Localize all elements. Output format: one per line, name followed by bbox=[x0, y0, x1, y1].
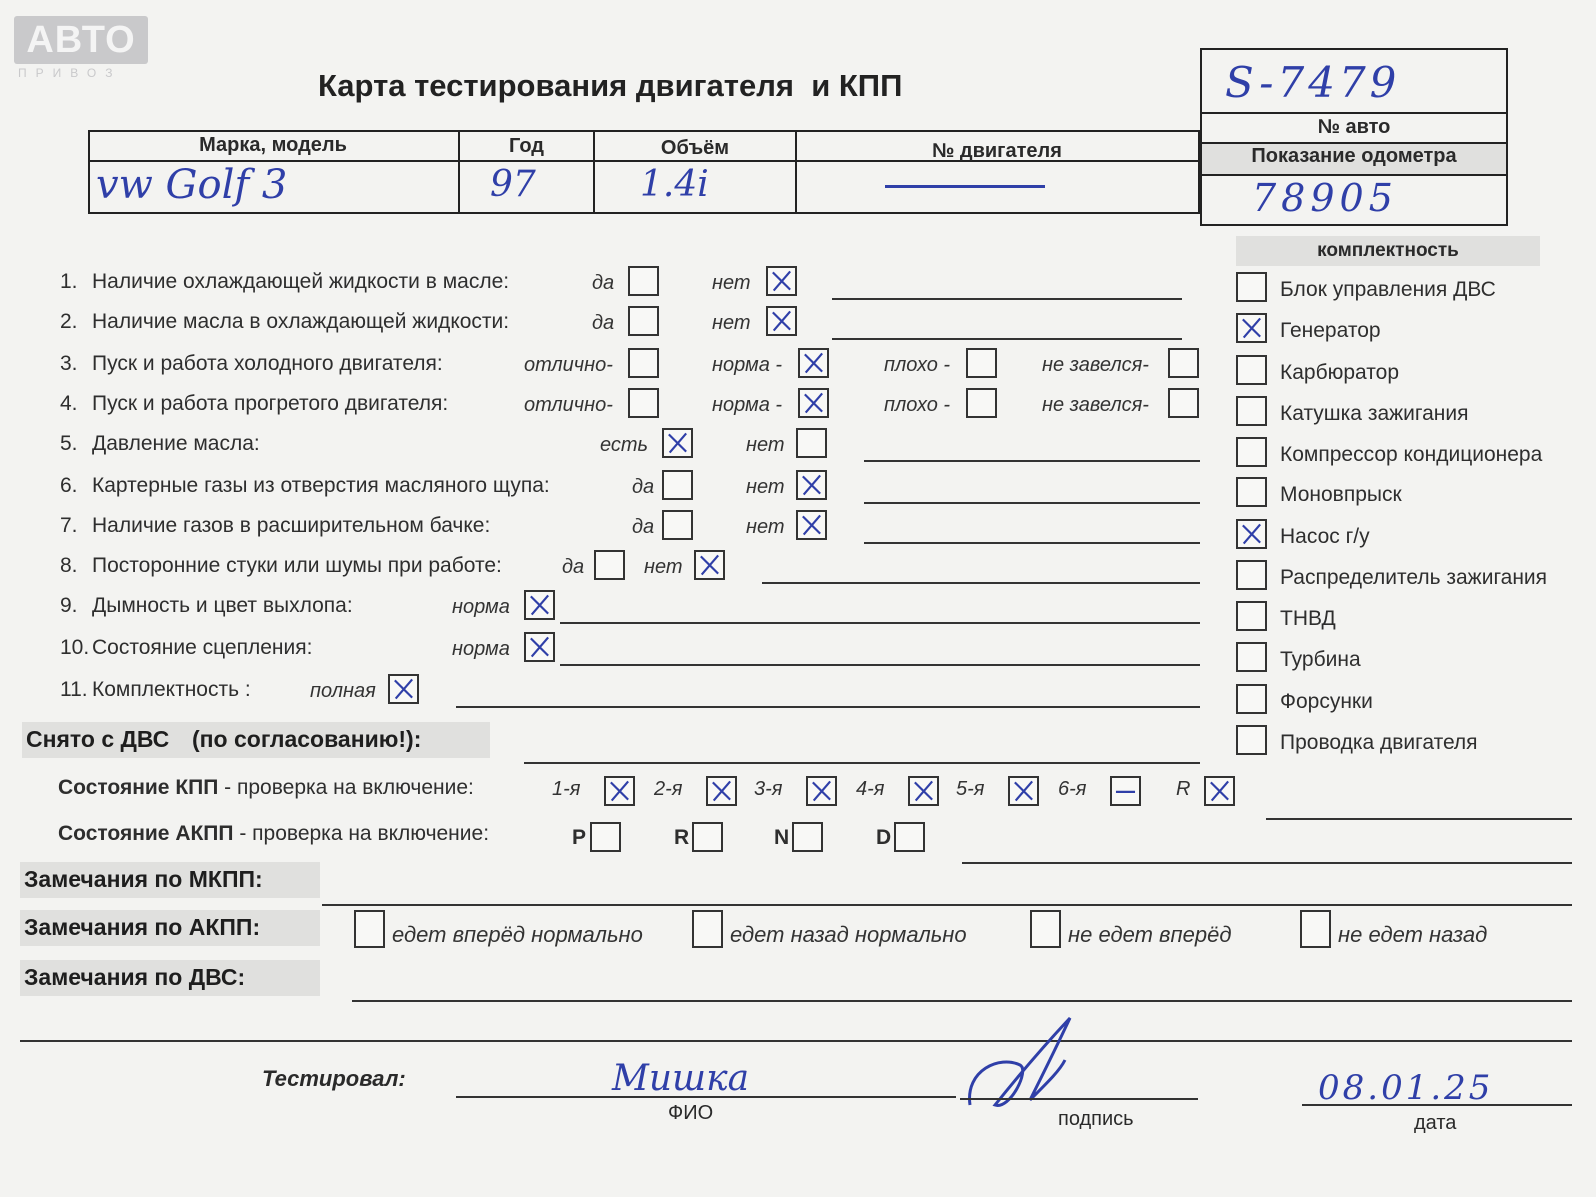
col-engine-header: № двигателя bbox=[932, 140, 1062, 162]
mode-checkbox[interactable] bbox=[590, 822, 621, 852]
option-label: норма - bbox=[712, 354, 783, 376]
option-checkbox[interactable] bbox=[966, 388, 997, 418]
option-checkbox[interactable] bbox=[694, 550, 725, 580]
gear-label: 2-я bbox=[654, 778, 683, 800]
gear-label: 3-я bbox=[754, 778, 783, 800]
gear-label: 4-я bbox=[856, 778, 885, 800]
option-label: да bbox=[562, 556, 585, 578]
gear-checkbox[interactable] bbox=[1110, 776, 1141, 806]
completeness-checkbox[interactable] bbox=[1236, 396, 1267, 426]
akpp-option-label: едет вперёд нормально bbox=[392, 922, 643, 947]
completeness-item-label: Распределитель зажигания bbox=[1280, 566, 1548, 589]
gear-checkbox[interactable] bbox=[1204, 776, 1235, 806]
option-label: нет bbox=[746, 476, 785, 498]
option-label: плохо - bbox=[884, 394, 951, 416]
item-label: Пуск и работа холодного двигателя: bbox=[92, 352, 443, 375]
removed-line[interactable] bbox=[524, 762, 1200, 764]
item-label: Картерные газы из отверстия масляного щупа: bbox=[92, 474, 550, 497]
remarks-akpp-label: Замечания по АКПП: bbox=[24, 914, 261, 940]
akpp-option-label: не едет вперёд bbox=[1068, 922, 1232, 947]
item-number: 8. bbox=[60, 554, 78, 577]
item-number: 6. bbox=[60, 474, 78, 497]
completeness-item-label: Проводка двигателя bbox=[1280, 731, 1478, 754]
option-label: не завелся- bbox=[1042, 354, 1149, 376]
option-checkbox[interactable] bbox=[966, 348, 997, 378]
item-number: 4. bbox=[60, 392, 78, 415]
gear-label: 6-я bbox=[1058, 778, 1087, 800]
option-checkbox[interactable] bbox=[766, 306, 797, 336]
remarks-mkpp-label: Замечания по МКПП: bbox=[24, 866, 263, 892]
mode-label: P bbox=[572, 826, 587, 849]
option-label: есть bbox=[600, 434, 649, 456]
item-label: Наличие охлаждающей жидкости в масле: bbox=[92, 270, 510, 293]
auto-number-label: № авто bbox=[1317, 116, 1391, 138]
completeness-checkbox[interactable] bbox=[1236, 560, 1267, 590]
item-notes-line[interactable] bbox=[864, 542, 1200, 544]
completeness-checkbox[interactable] bbox=[1236, 355, 1267, 385]
option-label: да bbox=[632, 476, 655, 498]
remarks-dvs-line-2[interactable] bbox=[20, 1040, 1572, 1042]
item-label: Посторонние стуки или шумы при работе: bbox=[92, 554, 502, 577]
completeness-item-label: Турбина bbox=[1280, 648, 1361, 671]
kpp-notes-line[interactable] bbox=[1266, 818, 1572, 820]
option-label: да bbox=[632, 516, 655, 538]
option-label: нет bbox=[746, 516, 785, 538]
option-label: отлично- bbox=[524, 394, 613, 416]
logo-main: АВТО bbox=[26, 19, 136, 61]
gear-checkbox[interactable] bbox=[908, 776, 939, 806]
option-label: отлично- bbox=[524, 354, 613, 376]
item-number: 5. bbox=[60, 432, 78, 455]
gear-checkbox[interactable] bbox=[604, 776, 635, 806]
item-number: 7. bbox=[60, 514, 78, 537]
akpp-option-checkbox[interactable] bbox=[1300, 910, 1331, 948]
signature bbox=[960, 1010, 1110, 1120]
item-notes-line[interactable] bbox=[832, 298, 1182, 300]
date-line[interactable] bbox=[1302, 1104, 1572, 1106]
akpp-option-label: едет назад нормально bbox=[730, 922, 967, 947]
option-label: нет bbox=[712, 272, 751, 294]
item-number: 2. bbox=[60, 310, 78, 333]
kpp-label: Состояние КПП - проверка на включение: bbox=[58, 776, 474, 799]
mode-checkbox[interactable] bbox=[792, 822, 823, 852]
completeness-checkbox[interactable] bbox=[1236, 477, 1267, 507]
akpp-label: Состояние АКПП - проверка на включение: bbox=[58, 822, 490, 845]
completeness-item-label: Генератор bbox=[1280, 319, 1381, 342]
remarks-dvs-line[interactable] bbox=[352, 1000, 1572, 1002]
completeness-checkbox[interactable] bbox=[1236, 601, 1267, 631]
akpp-option-checkbox[interactable] bbox=[354, 910, 385, 948]
completeness-checkbox[interactable] bbox=[1236, 519, 1267, 549]
mode-checkbox[interactable] bbox=[692, 822, 723, 852]
option-label: да bbox=[592, 312, 615, 334]
mode-label: N bbox=[774, 826, 790, 849]
completeness-checkbox[interactable] bbox=[1236, 272, 1267, 302]
page-title: Карта тестирования двигателя и КПП bbox=[318, 68, 903, 103]
odometer-label: Показание одометра bbox=[1251, 145, 1457, 167]
item-label: Дымность и цвет выхлопа: bbox=[92, 594, 353, 617]
completeness-checkbox[interactable] bbox=[1236, 725, 1267, 755]
removed-label-note: (по согласованию!): bbox=[192, 726, 422, 752]
gear-checkbox[interactable] bbox=[806, 776, 837, 806]
option-checkbox[interactable] bbox=[628, 388, 659, 418]
option-checkbox[interactable] bbox=[524, 632, 555, 662]
option-checkbox[interactable] bbox=[628, 348, 659, 378]
option-label: норма bbox=[452, 596, 510, 618]
option-checkbox[interactable] bbox=[628, 306, 659, 336]
model-value: vw Golf 3 bbox=[96, 162, 288, 208]
completeness-title: комплектность bbox=[1236, 236, 1540, 266]
option-checkbox[interactable] bbox=[388, 674, 419, 704]
option-label: норма bbox=[452, 638, 510, 660]
item-number: 11. bbox=[60, 678, 88, 701]
option-checkbox[interactable] bbox=[662, 428, 693, 458]
date-label: дата bbox=[1414, 1112, 1457, 1134]
option-checkbox[interactable] bbox=[628, 266, 659, 296]
tested-label: Тестировал: bbox=[262, 1066, 406, 1091]
option-label: нет bbox=[712, 312, 751, 334]
gear-label: 5-я bbox=[956, 778, 985, 800]
option-label: да bbox=[592, 272, 615, 294]
gear-label: R bbox=[1176, 778, 1191, 800]
item-notes-line[interactable] bbox=[456, 706, 1200, 708]
option-checkbox[interactable] bbox=[662, 470, 693, 500]
fio-label: ФИО bbox=[668, 1102, 714, 1124]
logo bbox=[14, 16, 148, 64]
remarks-mkpp-line[interactable] bbox=[322, 904, 1572, 906]
option-checkbox[interactable] bbox=[1168, 348, 1199, 378]
option-checkbox[interactable] bbox=[524, 590, 555, 620]
completeness-item-label: Карбюратор bbox=[1280, 361, 1400, 384]
year-value: 97 bbox=[490, 164, 536, 205]
removed-block bbox=[22, 722, 490, 758]
item-number: 9. bbox=[60, 594, 78, 617]
option-checkbox[interactable] bbox=[662, 510, 693, 540]
completeness-item-label: Катушка зажигания bbox=[1280, 402, 1469, 425]
removed-label: Снято с ДВС bbox=[26, 726, 170, 752]
akpp-option-checkbox[interactable] bbox=[1030, 910, 1061, 948]
item-notes-line[interactable] bbox=[864, 502, 1200, 504]
item-notes-line[interactable] bbox=[832, 338, 1182, 340]
item-label: Наличие масла в охлаждающей жидкости: bbox=[92, 310, 510, 333]
fio-value: Мишка bbox=[612, 1058, 750, 1099]
gear-checkbox[interactable] bbox=[1008, 776, 1039, 806]
logo-sub: ПРИВОЗ bbox=[18, 66, 122, 80]
akpp-notes-line[interactable] bbox=[962, 862, 1572, 864]
option-checkbox[interactable] bbox=[796, 428, 827, 458]
item-label: Комплектность : bbox=[92, 678, 251, 701]
auto-number-value: S-7479 bbox=[1225, 58, 1401, 107]
completeness-checkbox[interactable] bbox=[1236, 313, 1267, 343]
item-number: 1. bbox=[60, 270, 78, 293]
option-checkbox[interactable] bbox=[798, 388, 829, 418]
fio-line[interactable] bbox=[456, 1096, 956, 1098]
completeness-item-label: Блок управления ДВС bbox=[1280, 278, 1496, 301]
gear-checkbox[interactable] bbox=[706, 776, 737, 806]
completeness-item-label: Насос г/у bbox=[1280, 525, 1370, 548]
option-label: не завелся- bbox=[1042, 394, 1149, 416]
mode-label: D bbox=[876, 826, 892, 849]
odometer-value: 78905 bbox=[1252, 176, 1398, 220]
item-notes-line[interactable] bbox=[864, 460, 1200, 462]
completeness-checkbox[interactable] bbox=[1236, 437, 1267, 467]
completeness-item-label: Компрессор кондиционера bbox=[1280, 443, 1543, 466]
option-label: норма - bbox=[712, 394, 783, 416]
akpp-option-checkbox[interactable] bbox=[692, 910, 723, 948]
engine-value bbox=[885, 185, 1045, 188]
col-volume-header: Объём bbox=[660, 137, 730, 159]
completeness-item-label: Моновпрыск bbox=[1280, 483, 1402, 506]
volume-value: 1.4i bbox=[640, 164, 709, 205]
option-checkbox[interactable] bbox=[796, 470, 827, 500]
option-checkbox[interactable] bbox=[798, 348, 829, 378]
completeness-item-label: Форсунки bbox=[1280, 690, 1373, 713]
item-notes-line[interactable] bbox=[560, 664, 1200, 666]
item-label: Давление масла: bbox=[92, 432, 260, 455]
item-label: Пуск и работа прогретого двигателя: bbox=[92, 392, 449, 415]
signature-label: подпись bbox=[1058, 1108, 1134, 1130]
item-notes-line[interactable] bbox=[560, 622, 1200, 624]
mode-checkbox[interactable] bbox=[894, 822, 925, 852]
option-label: нет bbox=[644, 556, 683, 578]
option-label: плохо - bbox=[884, 354, 951, 376]
gear-label: 1-я bbox=[552, 778, 581, 800]
signature-line[interactable] bbox=[960, 1098, 1198, 1100]
item-label: Наличие газов в расширительном бачке: bbox=[92, 514, 491, 537]
option-checkbox[interactable] bbox=[796, 510, 827, 540]
option-checkbox[interactable] bbox=[594, 550, 625, 580]
date-value: 08.01.25 bbox=[1318, 1068, 1494, 1108]
completeness-checkbox[interactable] bbox=[1236, 642, 1267, 672]
remarks-dvs-label: Замечания по ДВС: bbox=[24, 964, 246, 990]
item-number: 3. bbox=[60, 352, 78, 375]
item-label: Состояние сцепления: bbox=[92, 636, 313, 659]
option-label: нет bbox=[746, 434, 785, 456]
col-model-header: Марка, модель bbox=[199, 134, 347, 156]
option-checkbox[interactable] bbox=[1168, 388, 1199, 418]
option-label: полная bbox=[310, 680, 376, 702]
item-notes-line[interactable] bbox=[762, 582, 1200, 584]
completeness-item-label: ТНВД bbox=[1280, 607, 1336, 630]
completeness-checkbox[interactable] bbox=[1236, 684, 1267, 714]
item-number: 10. bbox=[60, 636, 90, 659]
col-year-header: Год bbox=[509, 135, 544, 157]
option-checkbox[interactable] bbox=[766, 266, 797, 296]
akpp-option-label: не едет назад bbox=[1338, 922, 1488, 947]
mode-label: R bbox=[674, 826, 690, 849]
